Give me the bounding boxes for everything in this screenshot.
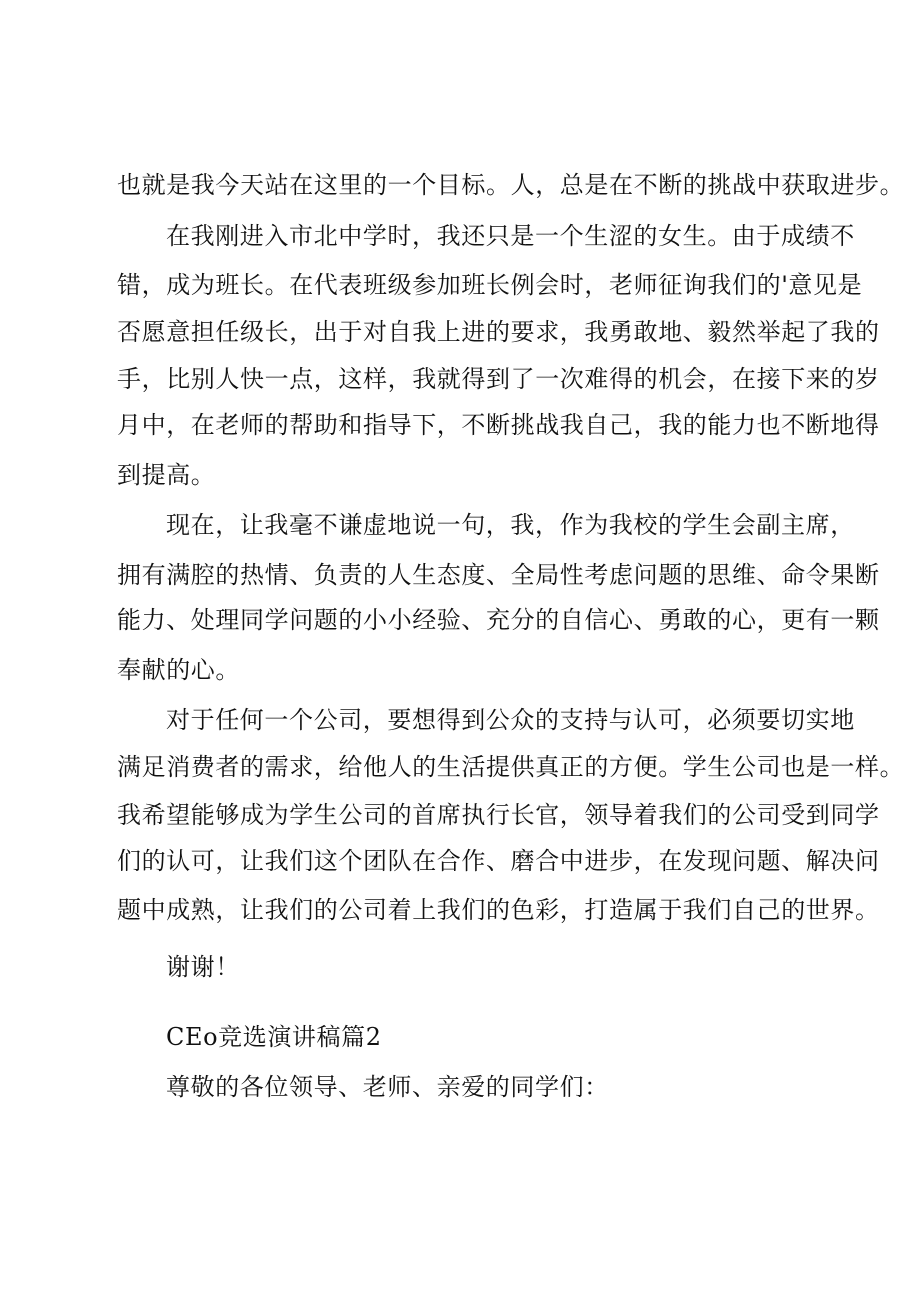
paragraph-line-2: 在我刚进入市北中学时，我还只是一个生涩的女生。由于成绩不 — [166, 222, 855, 250]
paragraph-line-10: 能力、处理同学问题的小小经验、充分的自信心、勇敢的心，更有一颗 — [117, 606, 880, 634]
paragraph-line-7: 到提高。 — [117, 461, 216, 489]
paragraph-line-16: 题中成熟，让我们的公司着上我们的色彩，打造属于我们自己的世界。 — [117, 896, 880, 924]
paragraph-line-13: 满足消费者的需求，给他人的生活提供真正的方便。学生公司也是一样。 — [117, 753, 905, 781]
salutation-line: 尊敬的各位领导、老师、亲爱的同学们： — [166, 1073, 609, 1101]
paragraph-line-4: 否愿意担任级长，出于对自我上进的要求，我勇敢地、毅然举起了我的 — [117, 318, 880, 346]
paragraph-line-15: 们的认可，让我们这个团队在合作、磨合中进步，在发现问题、解决问 — [117, 847, 880, 875]
section-title: CEo竞选演讲稿篇2 — [166, 1023, 382, 1051]
paragraph-line-8: 现在，让我毫不谦虚地说一句，我，作为我校的学生会副主席， — [166, 511, 855, 539]
paragraph-line-14: 我希望能够成为学生公司的首席执行长官，领导着我们的公司受到同学 — [117, 801, 880, 829]
thanks-line: 谢谢！ — [166, 953, 240, 981]
paragraph-line-5: 手，比别人快一点，这样，我就得到了一次难得的机会，在接下来的岁 — [117, 365, 880, 393]
paragraph-line-3: 错，成为班长。在代表班级参加班长例会时，老师征询我们的'意见是 — [117, 271, 863, 299]
paragraph-line-9: 拥有满腔的热情、负责的人生态度、全局性考虑问题的思维、命令果断 — [117, 561, 880, 589]
paragraph-line-1: 也就是我今天站在这里的一个目标。人，总是在不断的挑战中获取进步。 — [117, 171, 905, 199]
paragraph-line-6: 月中，在老师的帮助和指导下，不断挑战我自己，我的能力也不断地得 — [117, 411, 880, 439]
paragraph-line-11: 奉献的心。 — [117, 656, 240, 684]
paragraph-line-12: 对于任何一个公司，要想得到公众的支持与认可，必须要切实地 — [166, 706, 855, 734]
